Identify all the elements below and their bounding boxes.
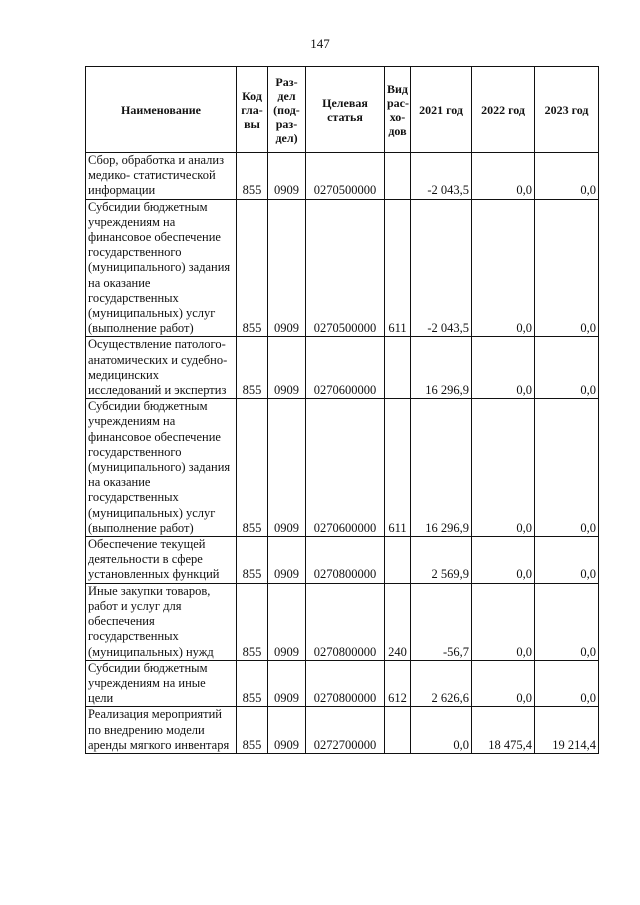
row-2022: 0,0 [472, 399, 535, 537]
row-name: Обеспечение текущей деятельности в сфере установленных функций [86, 537, 237, 584]
row-razdel: 0909 [268, 399, 306, 537]
row-razdel: 0909 [268, 660, 306, 707]
header-razdel: Раз- дел (под- раз- дел) [268, 67, 306, 153]
row-2023: 0,0 [535, 337, 599, 399]
row-razdel: 0909 [268, 337, 306, 399]
header-glava: Код гла- вы [237, 67, 268, 153]
row-2022: 0,0 [472, 660, 535, 707]
row-vid: 611 [385, 199, 411, 337]
row-glava: 855 [237, 583, 268, 660]
row-vid: 611 [385, 399, 411, 537]
table-row [86, 399, 599, 537]
row-vid: 240 [385, 583, 411, 660]
row-razdel: 0909 [268, 153, 306, 200]
row-glava: 855 [237, 707, 268, 754]
table-row [86, 337, 599, 399]
row-razdel: 0909 [268, 707, 306, 754]
row-2021: 2 569,9 [411, 537, 472, 584]
row-2023: 0,0 [535, 583, 599, 660]
row-2021: -2 043,5 [411, 199, 472, 337]
row-2021: -2 043,5 [411, 153, 472, 200]
row-name: Реализация мероприятий по внедрению модели аренды мягкого инвентаря [86, 707, 237, 754]
table-row [86, 660, 599, 707]
row-2022: 0,0 [472, 337, 535, 399]
row-glava: 855 [237, 199, 268, 337]
row-statya: 0270800000 [306, 660, 385, 707]
table-row [86, 537, 599, 584]
row-2022: 0,0 [472, 583, 535, 660]
row-name: Осуществление патолого-анатомических и судебно-медицинских исследований и экспертиз [86, 337, 237, 399]
header-statya: Целевая статья [306, 67, 385, 153]
row-name: Субсидии бюджетным учреждениям на иные цели [86, 660, 237, 707]
row-glava: 855 [237, 337, 268, 399]
row-vid: 612 [385, 660, 411, 707]
row-2023: 0,0 [535, 199, 599, 337]
row-glava: 855 [237, 399, 268, 537]
row-2023: 0,0 [535, 153, 599, 200]
page-number: 147 [310, 36, 330, 51]
row-statya: 0270500000 [306, 199, 385, 337]
table-row [86, 583, 599, 660]
row-name: Иные закупки товаров, работ и услуг для обеспечения государственных (муниципальных) нужд [86, 583, 237, 660]
budget-table [85, 66, 599, 754]
row-2021: 16 296,9 [411, 337, 472, 399]
row-name: Субсидии бюджетным учреждениям на финансовое обеспечение государственного (муниципального) задания на оказание государственных (муниципальных) услуг (выполнение работ) [86, 199, 237, 337]
row-vid [385, 153, 411, 200]
header-2021: 2021 год [411, 67, 472, 153]
row-2023: 0,0 [535, 660, 599, 707]
row-razdel: 0909 [268, 537, 306, 584]
table-row [86, 707, 599, 754]
row-2022: 0,0 [472, 153, 535, 200]
row-name: Субсидии бюджетным учреждениям на финансовое обеспечение государственного (муниципального) задания на оказание государственных (муниципальных) услуг (выполнение работ) [86, 399, 237, 537]
row-2023: 0,0 [535, 399, 599, 537]
row-razdel: 0909 [268, 199, 306, 337]
row-vid [385, 537, 411, 584]
row-statya: 0270600000 [306, 399, 385, 537]
row-statya: 0270600000 [306, 337, 385, 399]
row-statya: 0270500000 [306, 153, 385, 200]
row-2021: -56,7 [411, 583, 472, 660]
row-glava: 855 [237, 660, 268, 707]
header-name: Наименование [86, 67, 237, 153]
row-2023: 19 214,4 [535, 707, 599, 754]
row-2022: 0,0 [472, 537, 535, 584]
table-row [86, 199, 599, 337]
row-statya: 0272700000 [306, 707, 385, 754]
row-glava: 855 [237, 537, 268, 584]
row-2022: 0,0 [472, 199, 535, 337]
row-statya: 0270800000 [306, 537, 385, 584]
row-vid [385, 337, 411, 399]
row-razdel: 0909 [268, 583, 306, 660]
table-row [86, 153, 599, 200]
header-vid: Вид рас- хо- дов [385, 67, 411, 153]
row-2021: 0,0 [411, 707, 472, 754]
row-name: Сбор, обработка и анализ медико- статистической информации [86, 153, 237, 200]
table-header-row [86, 67, 599, 153]
row-vid [385, 707, 411, 754]
row-2021: 2 626,6 [411, 660, 472, 707]
header-2023: 2023 год [535, 67, 599, 153]
row-glava: 855 [237, 153, 268, 200]
row-2021: 16 296,9 [411, 399, 472, 537]
row-statya: 0270800000 [306, 583, 385, 660]
row-2022: 18 475,4 [472, 707, 535, 754]
header-2022: 2022 год [472, 67, 535, 153]
row-2023: 0,0 [535, 537, 599, 584]
